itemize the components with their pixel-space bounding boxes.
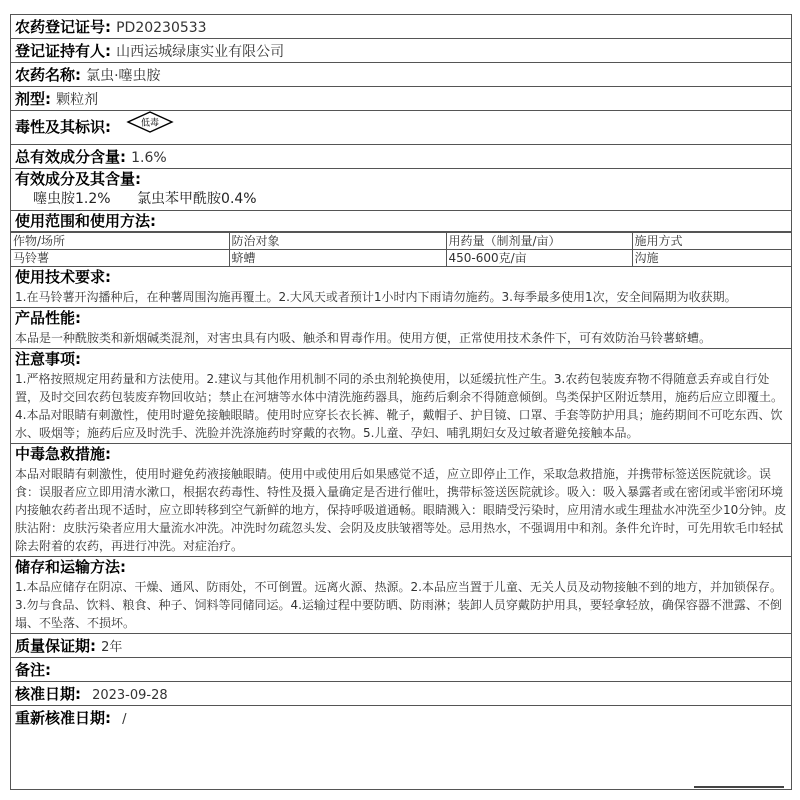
ingredients-list <box>15 189 787 210</box>
technique-label: 使用技术要求: <box>15 268 111 286</box>
product-name-row <box>11 63 791 87</box>
usage-cell-method: 沟施 <box>632 250 791 267</box>
approval-date-label: 核准日期: <box>15 685 81 703</box>
product-name-label: 农药名称: <box>15 66 81 84</box>
approval-date-value: 2023-09-28 <box>92 688 168 703</box>
registration-row <box>11 15 791 39</box>
usage-table-header-row <box>11 233 791 250</box>
performance-label: 产品性能: <box>15 309 81 327</box>
holder-row <box>11 39 791 63</box>
shelf-life-value: 2年 <box>101 640 123 655</box>
shelf-life-row <box>11 634 791 658</box>
reapproval-date-label: 重新核准日期: <box>15 709 111 727</box>
usage-cell-target: 蛴螬 <box>229 250 446 267</box>
usage-header-cell: 施用方式 <box>632 233 791 250</box>
total-content-label: 总有效成分含量: <box>15 148 126 166</box>
performance-text: 本品是一种酰胺类和新烟碱类混剂，对害虫具有内吸、触杀和胃毒作用。使用方便，正常使用技术条件下，可有效防治马铃薯蛴螬。 <box>15 331 712 345</box>
ingredients-label: 有效成分及其含量: <box>15 170 141 188</box>
precautions-text: 1.严格按照规定用药量和方法使用。2.建议与其他作用机制不同的杀虫剂轮换使用，以延缓抗性产生。3.农药包装废弃物不得随意丢弃或自行处置，及时交回农药包装废弃物回收站；禁止在河塘等水体中清洗施药器具，施药后剩余不得随意倾倒。鸟类保护区附近禁用，施药后应立即覆土。4.本品对眼睛有刺激性，使用时避免接触眼睛。使用时应穿长衣长裤、靴子，戴帽子、护目镜、口罩、手套等防护用具；施药期间不可吃东西、饮水、吸烟等；施药后应及时洗手、洗脸并洗涤施药时穿戴的衣物。5.儿童、孕妇、哺乳期妇女及过敏者避免接触本品。 <box>15 372 784 440</box>
usage-cell-crop: 马铃薯 <box>11 250 229 267</box>
ingredients-row <box>11 169 791 211</box>
usage-header-cell: 用药量（制剂量/亩） <box>446 233 632 250</box>
bottom-divider <box>694 786 784 788</box>
registration-label: 农药登记证号: <box>15 18 111 36</box>
ingredient-item: 噻虫胺1.2% <box>33 191 111 207</box>
formulation-label: 剂型: <box>15 90 51 108</box>
shelf-life-label: 质量保证期: <box>15 637 96 655</box>
usage-cell-dosage: 450-600克/亩 <box>446 250 632 267</box>
storage-section <box>11 557 791 634</box>
total-content-row <box>11 145 791 169</box>
first-aid-label: 中毒急救措施: <box>15 445 111 463</box>
formulation-value: 颗粒剂 <box>56 92 99 108</box>
registration-value: PD20230533 <box>116 20 207 36</box>
holder-label: 登记证持有人: <box>15 42 111 60</box>
approval-date-row <box>11 682 791 706</box>
storage-label: 储存和运输方法: <box>15 558 126 576</box>
reapproval-date-value: / <box>122 712 127 727</box>
total-content-value: 1.6% <box>131 150 167 166</box>
toxicity-badge-text: 低毒 <box>141 118 160 129</box>
precautions-label: 注意事项: <box>15 350 81 368</box>
first-aid-text: 本品对眼睛有刺激性，使用时避免药液接触眼睛。使用中或使用后如果感觉不适，应立即停止工作，采取急救措施，并携带标签送医院就诊。误食：误服者应立即用清水漱口，根据农药毒性、特性及摄入量确定是否进行催吐，携带标签送医院就诊。吸入：吸入暴露者或在密闭或半密闭环境内接触农药者出现不适时，应立即转移到空气新鲜的地方，保持呼吸道通畅。眼睛溅入：眼睛受污染时，应用清水或生理盐水冲洗至少10分钟。皮肤沾附：皮肤污染者应用大量流水冲洗。冲洗时勿疏忽头发、会阴及皮肤皱褶等处。忌用热水，不强调用中和剂。条件允许时，可先用软毛巾轻拭除去附着的农药，再进行冲洗。对症治疗。 <box>15 467 787 553</box>
usage-label: 使用范围和使用方法: <box>11 211 791 232</box>
toxicity-label: 毒性及其标识: <box>15 118 111 136</box>
table-row <box>11 250 791 267</box>
usage-section <box>11 211 791 267</box>
pesticide-label-sheet <box>10 14 792 790</box>
usage-header-cell: 防治对象 <box>229 233 446 250</box>
storage-text: 1.本品应储存在阴凉、干燥、通风、防雨处，不可倒置。远离火源、热源。2.本品应当置于儿童、无关人员及动物接触不到的地方，并加锁保存。3.勿与食品、饮料、粮食、种子、饲料等同储同运。4.运输过程中要防晒、防雨淋；装卸人员穿戴防护用具，要轻拿轻放，确保容器不泄露、不倒塌、不坠落、不损坏。 <box>15 580 782 630</box>
low-toxicity-icon <box>126 111 174 144</box>
technique-text: 1.在马铃薯开沟播种后，在种薯周围沟施再覆土。2.大风天或者预计1小时内下雨请勿施药。3.每季最多使用1次，安全间隔期为收获期。 <box>15 290 737 304</box>
holder-value: 山西运城绿康实业有限公司 <box>116 44 285 60</box>
reapproval-date-row <box>11 706 791 730</box>
remarks-label: 备注: <box>15 661 51 679</box>
remarks-row <box>11 658 791 682</box>
performance-section <box>11 308 791 349</box>
usage-header-cell: 作物/场所 <box>11 233 229 250</box>
product-name-value: 氯虫·噻虫胺 <box>86 68 161 84</box>
technique-section <box>11 267 791 308</box>
usage-table <box>11 232 791 266</box>
precautions-section <box>11 349 791 444</box>
ingredient-item: 氯虫苯甲酰胺0.4% <box>137 191 257 207</box>
formulation-row <box>11 87 791 111</box>
first-aid-section <box>11 444 791 557</box>
toxicity-row <box>11 111 791 145</box>
